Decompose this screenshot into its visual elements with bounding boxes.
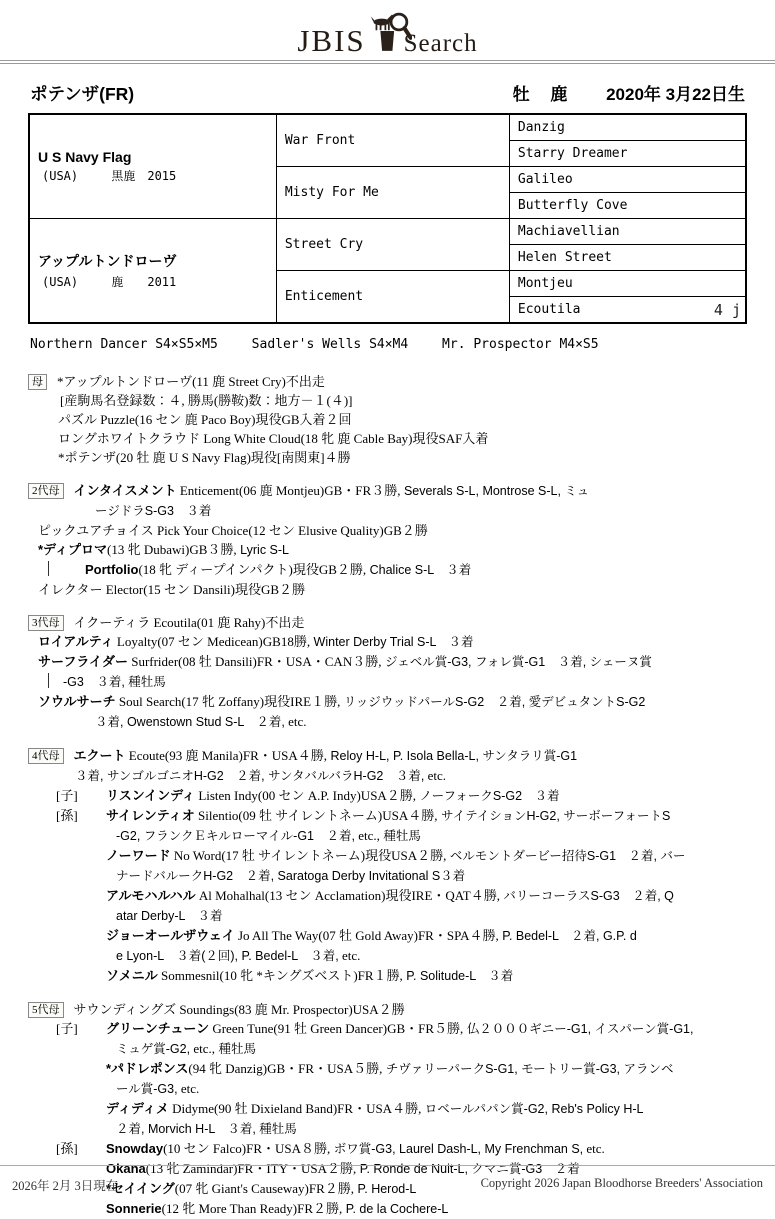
pedigree-line <box>28 866 747 886</box>
inbreeding-item: Northern Dancer S4×S5×M5 <box>30 337 218 352</box>
text-segment: バリーコーラスS-G3 ２着, Q <box>499 889 674 903</box>
sire-origin: (USA) <box>42 169 79 183</box>
pedigree-section <box>28 372 747 467</box>
text-segment: ベルモントダービー招待S-G1 ２着, バー <box>446 849 686 863</box>
dam-name: アップルトンドローヴ <box>38 253 177 269</box>
text-segment: (94 牝 Danzig)GB・FR・USA５勝, <box>188 1061 383 1076</box>
inbreeding-item: Mr. Prospector M4×S5 <box>442 337 599 352</box>
text-segment: *パドレポンス <box>106 1061 189 1076</box>
text-segment: ３着, サンゴルゴニオH-G2 ２着, サンタバルバラH-G2 ３着, <box>75 769 425 783</box>
text-segment: ージドラS-G3 ３着 <box>95 504 212 518</box>
text-segment: Al Mohalhal(13 セン Acclamation)現役IRE・QAT４勝, <box>195 888 500 903</box>
gen3-cell: Galileo <box>509 167 746 193</box>
text-segment: (13 牝 Dubawi)GB３勝, <box>107 542 237 557</box>
pedigree-line <box>28 410 747 429</box>
pedigree-sections <box>28 372 747 1219</box>
pedigree-line <box>28 632 747 652</box>
text-segment: インタイスメント <box>73 483 177 498</box>
pedigree-section <box>28 481 747 599</box>
text-segment: Jo All The Way(07 牡 Gold Away)FR・SPA４勝, <box>234 928 499 943</box>
pedigree-line <box>28 926 747 946</box>
pedigree-line <box>28 448 747 467</box>
gen3-name: Ecoutila <box>517 302 581 317</box>
text-segment: Silentio(09 牡 サイレントネーム)USA４勝, <box>194 808 438 823</box>
sire-coat-year: 黒鹿 2015 <box>111 169 177 183</box>
relation-label: [子] <box>56 1021 78 1036</box>
dam-origin: (USA) <box>42 275 79 289</box>
text-segment: ソウルサーチ <box>38 694 116 709</box>
text-segment: etc. <box>583 1141 605 1156</box>
header-divider <box>0 60 775 64</box>
sire-dam-cell: Misty For Me <box>276 167 509 219</box>
inbreeding-item: Sadler's Wells S4×M4 <box>251 337 409 352</box>
text-segment: Winter Derby Trial S-L ３着 <box>310 635 474 649</box>
text-segment: リッジウッドパールS-G2 ２着, 愛デビュタントS-G2 <box>340 695 646 709</box>
pedigree-line <box>28 766 747 786</box>
pedigree-line <box>28 1059 747 1079</box>
text-segment: イクーティラ Ecoutila(01 鹿 Rahy)不出走 <box>73 615 305 630</box>
text-segment: ジョーオールザウェイ <box>106 928 235 943</box>
pedigree-line <box>28 1039 747 1059</box>
pedigree-line <box>28 672 747 692</box>
sire-name: U S Navy Flag <box>38 149 132 165</box>
text-segment: ジェベル賞-G3, フォレ賞-G1 ３着, シェーヌ賞 <box>381 655 652 669</box>
sire-cell <box>29 114 276 219</box>
pedigree-line <box>28 906 747 926</box>
pedigree-line <box>28 712 747 732</box>
text-segment: ピックユアチョイス Pick Your Choice(12 セン Elusive Quality)GB２勝 <box>38 523 428 538</box>
text-segment: P. de la Cochere-L <box>342 1202 449 1216</box>
pedigree-section <box>28 613 747 732</box>
pedigree-line <box>28 692 747 712</box>
text-segment: etc. <box>424 768 447 783</box>
pedigree-section <box>28 746 747 986</box>
dam-sire-cell: Street Cry <box>276 219 509 271</box>
gen3-cell: Starry Dreamer <box>509 141 746 167</box>
pedigree-line <box>28 429 747 448</box>
text-segment: Sommesnil(10 牝 *キングズベスト)FR１勝, <box>157 968 403 983</box>
text-segment: ミュゲ賞-G2, <box>116 1042 191 1056</box>
text-segment: (13 牝 Zamindar)FR・ITY・USA２勝, <box>145 1161 357 1176</box>
text-segment: 種牡馬 <box>214 1042 256 1056</box>
text-segment: etc. <box>177 1081 200 1096</box>
generation-tag: 4代母 <box>28 748 64 764</box>
pedigree-line <box>28 1000 747 1019</box>
text-segment: サイレンティオ <box>106 808 195 823</box>
title-row <box>30 80 745 106</box>
text-segment: -G3 ３着, 種牡馬 <box>63 675 166 689</box>
text-segment: サーフライダー <box>38 654 128 669</box>
gen3-cell: Machiavellian <box>509 219 746 245</box>
text-segment: Soul Search(17 牝 Zoffany)現役IRE１勝, <box>115 694 341 709</box>
text-segment: (12 牝 More Than Ready)FR２勝, <box>161 1201 343 1216</box>
text-segment: Snowday <box>106 1141 164 1156</box>
text-segment: ロイアルティ <box>38 634 114 649</box>
text-segment: Loyalty(07 セン Medicean)GB18勝, <box>113 634 311 649</box>
text-segment: Listen Indy(00 セン A.P. Indy)USA２勝, <box>195 788 417 803</box>
text-segment: イレクター Elector(15 セン Dansili)現役GB２勝 <box>38 582 306 597</box>
text-segment: P. Herod-L <box>354 1182 417 1196</box>
relation-label: [孫] <box>56 808 78 823</box>
text-segment: etc., <box>190 1041 215 1056</box>
page-footer <box>0 1165 775 1194</box>
text-segment: P. Solitude-L ３着 <box>402 969 514 983</box>
gen3-cell <box>509 297 746 324</box>
text-segment: Sonnerie <box>106 1201 162 1216</box>
pedigree-line <box>28 746 747 766</box>
pedigree-line <box>28 521 747 540</box>
pedigree-line <box>28 391 747 410</box>
text-segment: チヴァリーパークS-G1, モートリー賞-G3, アランベ <box>382 1062 674 1076</box>
text-segment: Enticement(06 鹿 Montjeu)GB・FR３勝, <box>176 483 401 498</box>
logo-suffix-text: Search <box>403 30 478 57</box>
text-segment: P. Ronde de Nuit-L, クマニ賞-G3 ２着 <box>356 1162 580 1176</box>
pedigree-line <box>28 886 747 906</box>
text-segment: P. Bedel-L ２着, G.P. d <box>498 929 637 943</box>
pedigree-line <box>28 1099 747 1119</box>
text-segment: *ディプロマ <box>38 542 108 557</box>
pedigree-line <box>28 946 747 966</box>
text-segment: [産駒馬名登録数：４, 勝馬(勝鞍)数：地方－１(４)] <box>60 393 353 408</box>
text-segment: No Word(17 牡 サイレントネーム)現役USA２勝, <box>170 848 447 863</box>
pedigree-line <box>28 966 747 986</box>
text-segment: ソメニル <box>106 968 158 983</box>
horse-birthdate: 2020年 3月22日生 <box>606 85 745 104</box>
text-segment: ディディメ <box>106 1101 169 1116</box>
as-of-date: 2026年 2月 3日現在 <box>12 1179 119 1193</box>
text-segment: e Lyon-L ３着(２回), P. Bedel-L ３着, <box>116 949 339 963</box>
pedigree-report <box>0 80 775 1219</box>
text-segment: グリーンチューン <box>106 1021 210 1036</box>
pedigree-line <box>28 372 747 391</box>
text-segment: etc., <box>354 828 380 843</box>
jbis-logo[interactable] <box>0 0 775 56</box>
sire-sire-cell: War Front <box>276 114 509 167</box>
branch-bar <box>48 673 49 688</box>
page-title: ポテンザ(FR) <box>30 84 135 104</box>
text-segment: Lyric S-L <box>236 543 289 557</box>
pedigree-line <box>28 786 747 806</box>
text-segment: アルモハルハル <box>106 888 196 903</box>
text-segment: ール賞-G3, <box>116 1082 178 1096</box>
text-segment: Okana <box>106 1161 146 1176</box>
pedigree-line <box>28 1119 747 1139</box>
text-segment: Didyme(90 牡 Dixieland Band)FR・USA４勝, <box>168 1101 422 1116</box>
text-segment: etc. <box>338 948 361 963</box>
text-segment: *セイイング <box>106 1181 175 1196</box>
text-segment: Green Tune(91 牡 Green Dancer)GB・FR５勝, <box>209 1021 464 1036</box>
text-segment: Reloy H-L, P. Isola Bella-L, サンタラリ賞-G1 <box>327 749 578 763</box>
generation-tag: 2代母 <box>28 483 64 499</box>
horse-sex: 牡 <box>512 85 530 104</box>
horse-coat: 鹿 <box>550 85 568 104</box>
pedigree-line <box>28 1079 747 1099</box>
pedigree-line <box>28 540 747 560</box>
text-segment: *ポテンザ(20 牡 鹿 U S Navy Flag)現役[南関東]４勝 <box>58 450 351 465</box>
text-segment: ボワ賞-G3, Laurel Dash-L, My Frenchman S, <box>330 1142 584 1156</box>
pedigree-line <box>28 501 747 521</box>
text-segment: *アップルトンドローヴ(11 鹿 Street Cry)不出走 <box>57 374 325 389</box>
pedigree-line <box>28 846 747 866</box>
dam-coat-year: 鹿 2011 <box>111 275 177 289</box>
pedigree-line <box>28 481 747 501</box>
text-segment: -G2, フランクＥキルローマイル-G1 ２着, <box>116 829 355 843</box>
text-segment: ２着, Morvich H-L ３着, 種牡馬 <box>116 1122 297 1136</box>
gen3-cell: Montjeu <box>509 271 746 297</box>
dam-detail <box>38 273 276 290</box>
text-segment: エクート <box>73 748 126 763</box>
sire-detail <box>38 167 276 184</box>
horse-profile <box>513 80 745 105</box>
text-segment: ３着, Owenstown Stud S-L ２着, <box>95 715 285 729</box>
gen3-cell: Helen Street <box>509 245 746 271</box>
text-segment: ノーフォークS-G2 ３着 <box>416 789 560 803</box>
page-mark: 4 j <box>713 300 741 319</box>
text-segment: 種牡馬 <box>379 829 421 843</box>
pedigree-table <box>28 113 747 324</box>
generation-tag: 母 <box>28 374 47 390</box>
text-segment: (07 牝 Giant's Causeway)FR２勝, <box>174 1181 355 1196</box>
pedigree-line <box>28 580 747 599</box>
text-segment: リスンインディ <box>106 788 196 803</box>
relation-label: [子] <box>56 788 78 803</box>
relation-label: [孫] <box>56 1141 78 1156</box>
text-segment: Surfrider(08 牡 Dansili)FR・USA・CAN３勝, <box>127 654 382 669</box>
text-segment: (18 牝 ディープインパクト)現役GB２勝, <box>138 562 367 577</box>
logo-brand-text: JBIS <box>297 23 366 58</box>
generation-tag: 3代母 <box>28 615 64 631</box>
pedigree-line <box>28 560 747 580</box>
text-segment: ロベールパパン賞-G2, Reb's Policy H-L <box>421 1102 644 1116</box>
text-segment: Severals S-L, Montrose S-L, ミュ <box>400 484 590 498</box>
text-segment: atar Derby-L ３着 <box>116 909 223 923</box>
generation-tag: 5代母 <box>28 1002 64 1018</box>
branch-bar <box>48 561 49 576</box>
text-segment: サウンディングズ Soundings(83 鹿 Mr. Prospector)USA２勝 <box>73 1002 405 1017</box>
text-segment: サイテイションH-G2, サーボーフォートS <box>437 809 671 823</box>
pedigree-line <box>28 652 747 672</box>
text-segment: 仏２０００ギニー-G1, イスパーン賞-G1, <box>463 1022 694 1036</box>
dam-cell <box>29 219 276 324</box>
text-segment: ロングホワイトクラウド Long White Cloud(18 牝 鹿 Cable Bay)現役SAF入着 <box>58 431 489 446</box>
text-segment: (10 セン Falco)FR・USA８勝, <box>163 1141 331 1156</box>
text-segment: Ecoute(93 鹿 Manila)FR・USA４勝, <box>125 748 327 763</box>
pedigree-line <box>28 806 747 826</box>
text-segment: Chalice S-L ３着 <box>366 563 472 577</box>
pedigree-line <box>28 1139 747 1159</box>
pedigree-line <box>28 613 747 632</box>
text-segment: ナードバルークH-G2 ２着, Saratoga Derby Invitational S３着 <box>116 869 466 883</box>
dam-dam-cell: Enticement <box>276 271 509 324</box>
gen3-cell: Danzig <box>509 114 746 141</box>
text-segment: etc. <box>284 714 307 729</box>
gen3-cell: Butterfly Cove <box>509 193 746 219</box>
pedigree-line <box>28 1019 747 1039</box>
text-segment: ノーワード <box>106 848 171 863</box>
pedigree-line <box>28 826 747 846</box>
text-segment: パズル Puzzle(16 セン 鹿 Paco Boy)現役GB入着２回 <box>58 412 352 427</box>
text-segment: Portfolio <box>85 562 139 577</box>
copyright-text: Copyright 2026 Japan Bloodhorse Breeders' Association <box>480 1176 763 1190</box>
pedigree-line <box>28 1199 747 1219</box>
inbreeding-line <box>30 337 747 352</box>
